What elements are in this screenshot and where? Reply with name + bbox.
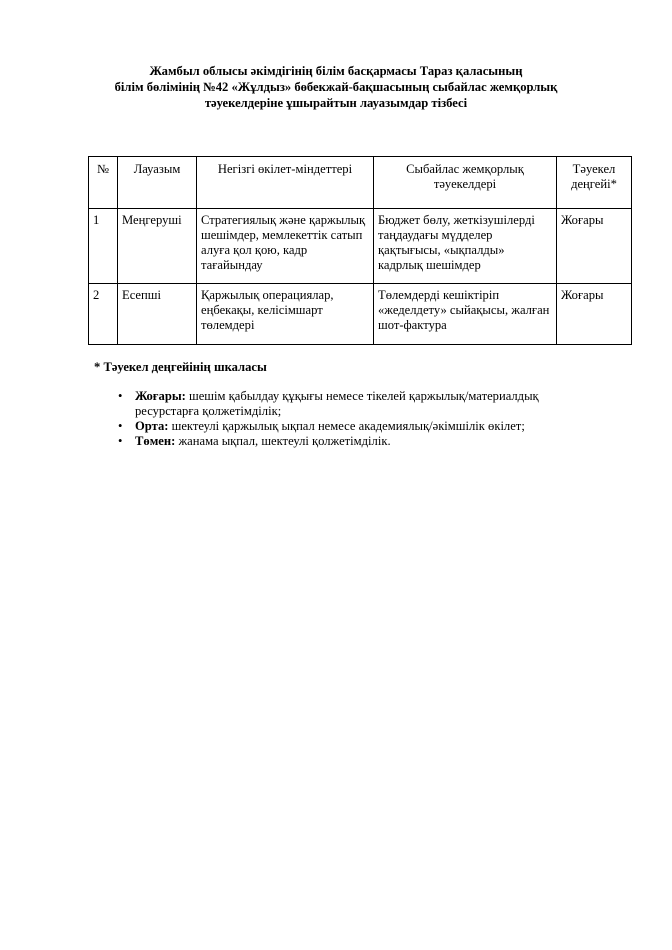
scale-term: Жоғары: bbox=[135, 389, 186, 403]
header-risks: Сыбайлас жемқорлық тәуекелдері bbox=[374, 157, 557, 209]
header-number: № bbox=[89, 157, 118, 209]
cell-number: 2 bbox=[89, 284, 118, 345]
table-header-row bbox=[89, 157, 632, 209]
cell-risk-level: Жоғары bbox=[557, 284, 632, 345]
scale-description: шектеулі қаржылық ықпал немесе академиялық/әкімшілік өкілет; bbox=[168, 419, 525, 433]
list-item bbox=[118, 434, 605, 449]
risk-scale-list bbox=[118, 389, 605, 449]
bullet-icon: • bbox=[118, 434, 123, 448]
title-line-1: Жамбыл облысы әкімдігінің білім басқармасы Тараз қаласының bbox=[149, 64, 523, 78]
header-position: Лауазым bbox=[118, 157, 197, 209]
cell-risk-level: Жоғары bbox=[557, 209, 632, 284]
cell-number: 1 bbox=[89, 209, 118, 284]
bullet-icon: • bbox=[118, 389, 123, 403]
cell-position: Меңгеруші bbox=[118, 209, 197, 284]
title-line-3: тәуекелдеріне ұшырайтын лауазымдар тізбесі bbox=[204, 96, 468, 110]
cell-risks: Бюджет бөлу, жеткізушілерді таңдаудағы мүдделер қақтығысы, «ықпалды» кадрлық шешімдер bbox=[374, 209, 557, 284]
header-duties: Негізгі өкілет-міндеттері bbox=[197, 157, 374, 209]
list-item bbox=[118, 389, 605, 419]
cell-duties: Қаржылық операциялар, еңбекақы, келісімшарт төлемдері bbox=[197, 284, 374, 345]
scale-description: жанама ықпал, шектеулі қолжетімділік. bbox=[175, 434, 391, 448]
scale-term: Орта: bbox=[135, 419, 169, 433]
document-title bbox=[80, 63, 592, 111]
scale-term: Төмен: bbox=[135, 434, 176, 448]
positions-risk-table bbox=[88, 156, 632, 345]
cell-risks: Төлемдерді кешіктіріп «жеделдету» сыйақысы, жалған шот-фактура bbox=[374, 284, 557, 345]
list-item bbox=[118, 419, 605, 434]
header-risk-level: Тәуекел деңгейі* bbox=[557, 157, 632, 209]
title-line-2: білім бөлімінің №42 «Жұлдыз» бөбекжай-бақшасының сыбайлас жемқорлық bbox=[114, 80, 558, 94]
cell-duties: Стратегиялық және қаржылық шешімдер, мемлекеттік сатып алуға қол қою, кадр тағайындау bbox=[197, 209, 374, 284]
scale-description: шешім қабылдау құқығы немесе тікелей қаржылық/материалдық ресурстарға қолжетімділік; bbox=[135, 389, 539, 418]
table-row bbox=[89, 209, 632, 284]
risk-scale-heading: * Тәуекел деңгейінің шкаласы bbox=[94, 360, 267, 374]
bullet-icon: • bbox=[118, 419, 123, 433]
cell-position: Есепші bbox=[118, 284, 197, 345]
table-row bbox=[89, 284, 632, 345]
